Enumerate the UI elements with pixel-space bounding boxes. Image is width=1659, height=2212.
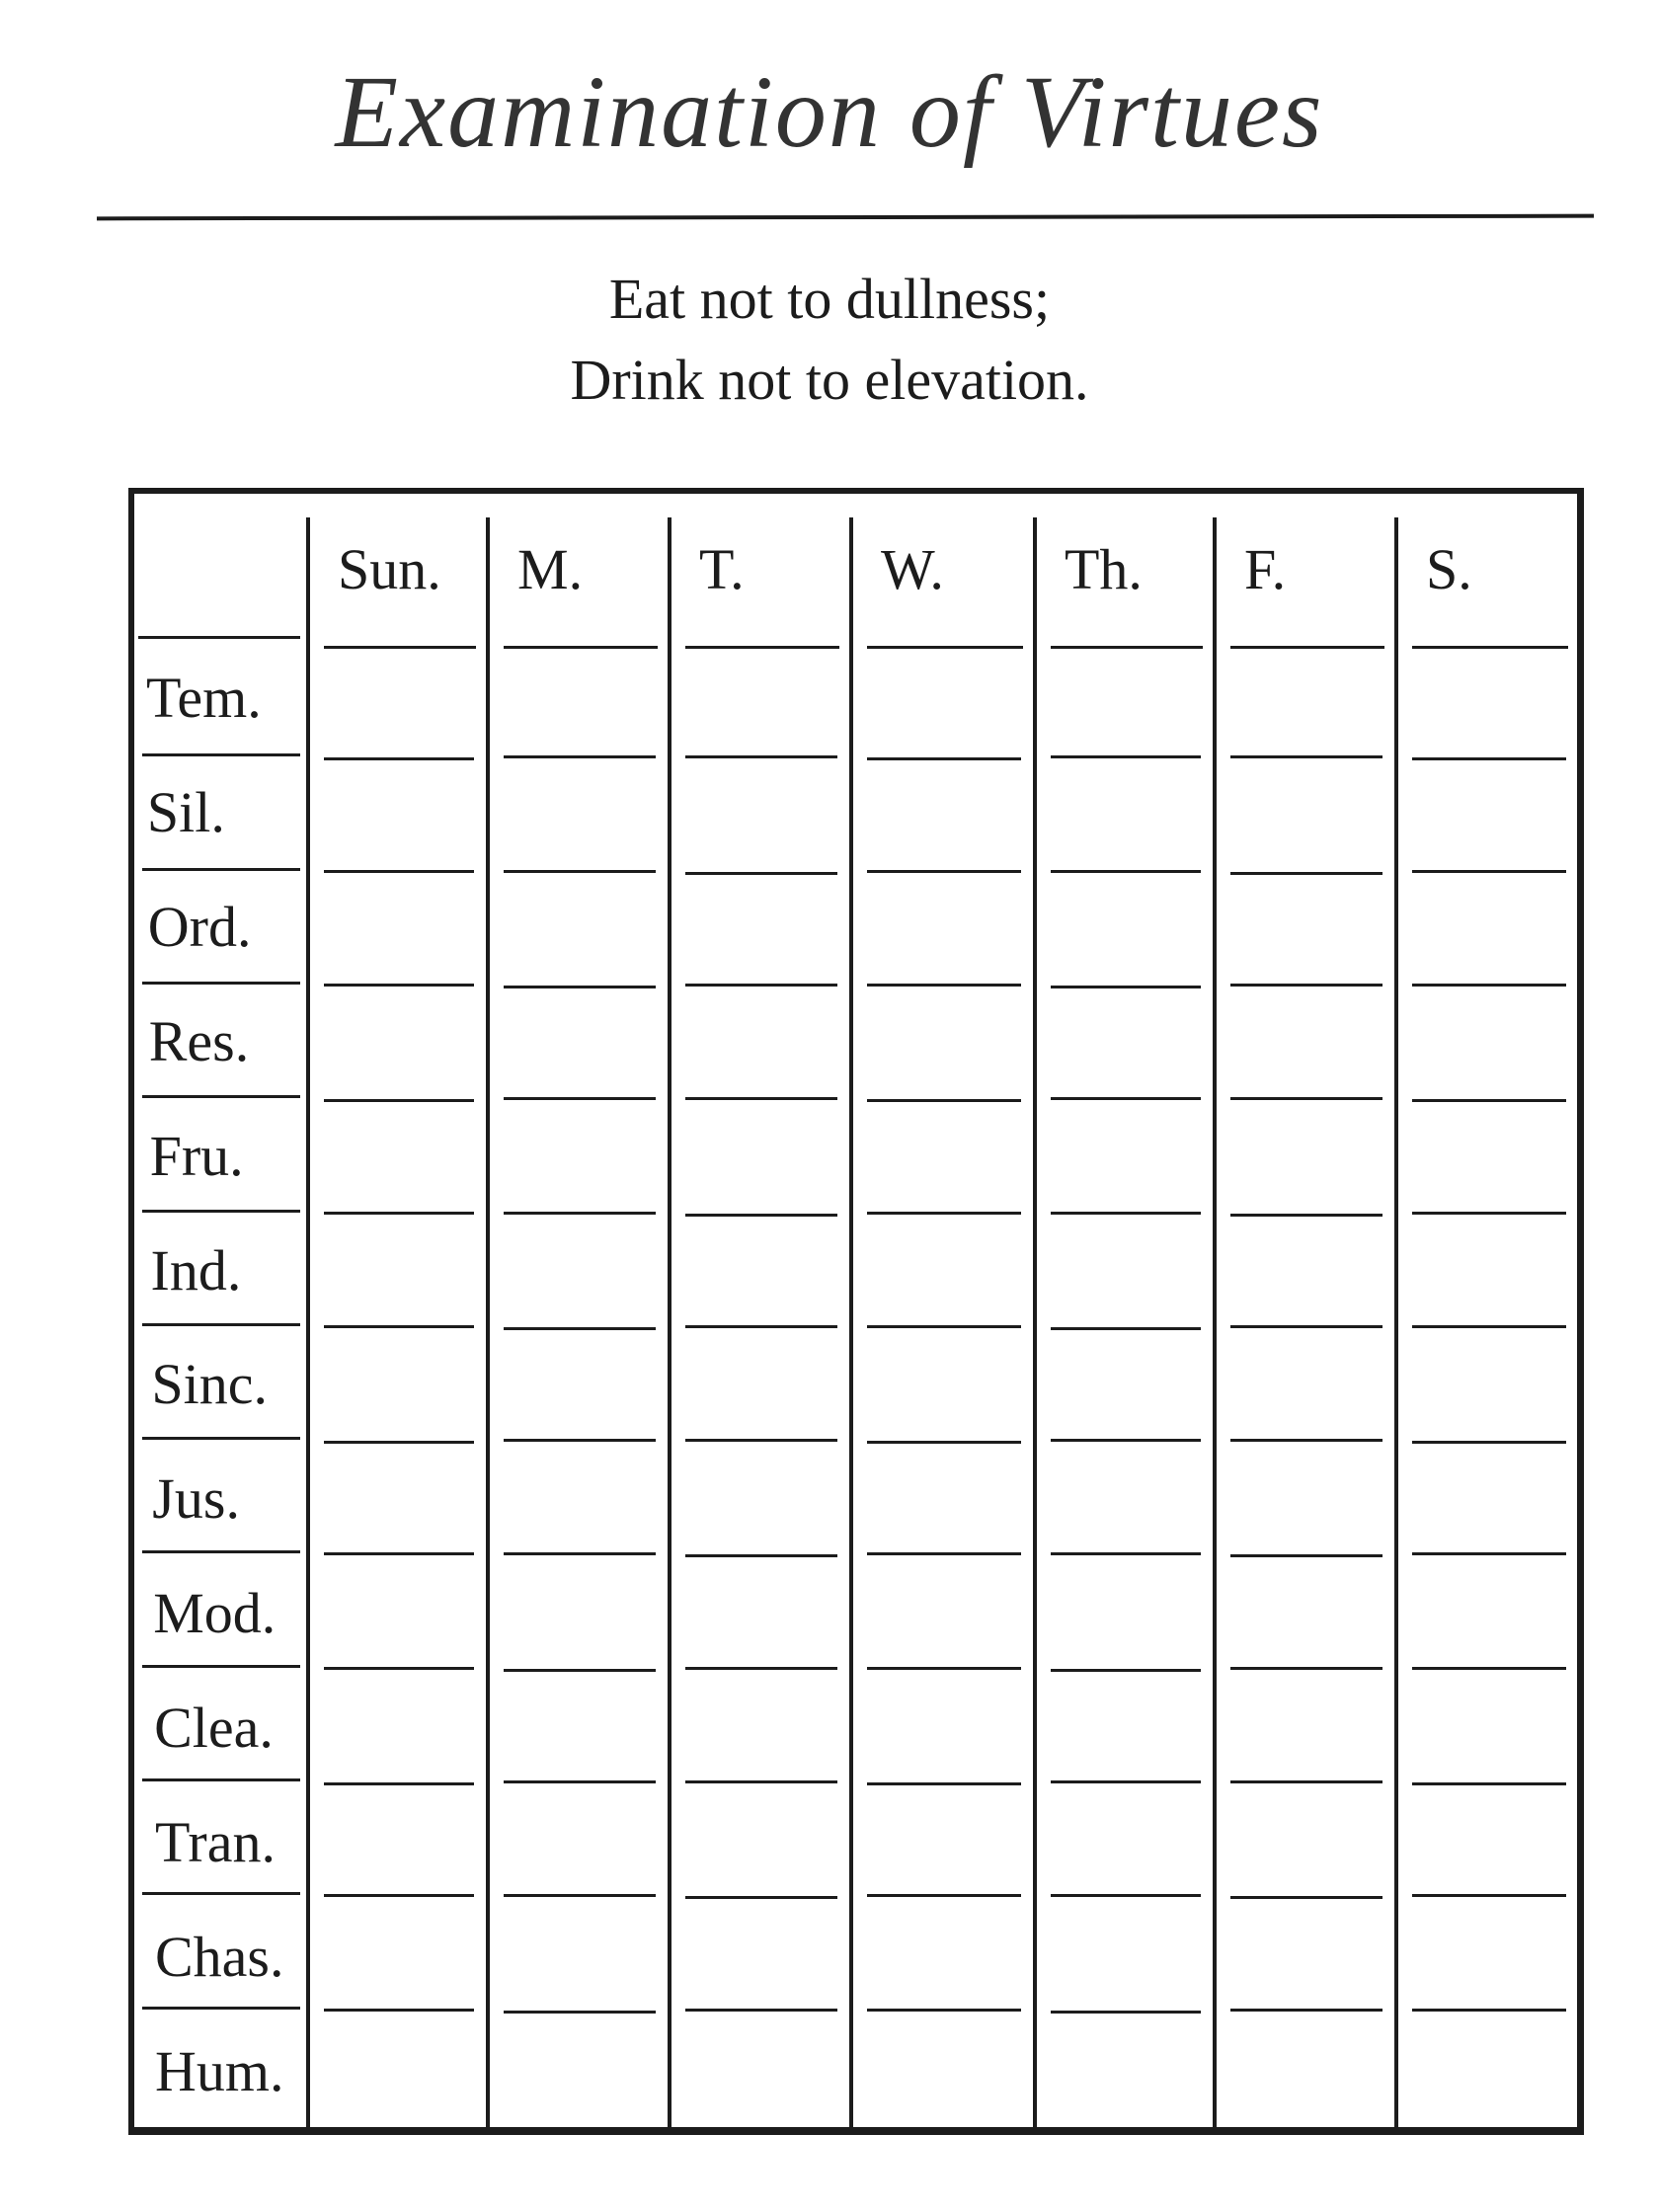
- row-rule: [324, 1212, 474, 1215]
- row-rule: [324, 2009, 474, 2012]
- mark-cell[interactable]: [1400, 1558, 1568, 1664]
- mark-cell[interactable]: [673, 1445, 839, 1550]
- day-header-7: S.: [1426, 537, 1472, 601]
- column-divider: [1213, 517, 1217, 2127]
- day-header-5: Th.: [1065, 537, 1143, 601]
- mark-cell[interactable]: [1400, 1786, 1568, 1892]
- mark-cell[interactable]: [1039, 876, 1203, 982]
- row-rule: [1051, 1669, 1201, 1672]
- virtue-label-13: Hum.: [155, 2038, 284, 2103]
- page-title: Examination of Virtues: [335, 55, 1324, 169]
- row-rule: [1230, 2009, 1382, 2012]
- mark-cell[interactable]: [1400, 1103, 1568, 1209]
- column-divider: [849, 517, 853, 2127]
- mark-cell[interactable]: [1219, 1673, 1384, 1778]
- row-rule: [1230, 1214, 1382, 1217]
- mark-cell[interactable]: [1400, 648, 1568, 753]
- row-rule: [1412, 1894, 1566, 1897]
- row-rule: [1051, 1327, 1201, 1330]
- mark-cell[interactable]: [1400, 2014, 1568, 2120]
- row-rule: [504, 1212, 656, 1215]
- row-rule: [1412, 1782, 1566, 1785]
- virtue-chart: [128, 488, 1584, 2135]
- mark-cell[interactable]: [1039, 1900, 1203, 2006]
- row-rule: [1051, 1780, 1201, 1783]
- mark-cell[interactable]: [312, 989, 476, 1095]
- mark-cell[interactable]: [312, 1558, 476, 1664]
- mark-cell[interactable]: [1039, 2014, 1203, 2120]
- mark-cell[interactable]: [492, 1900, 658, 2006]
- mark-cell[interactable]: [1039, 1786, 1203, 1892]
- virtue-label-4: Res.: [148, 1008, 250, 1073]
- row-rule: [685, 1214, 837, 1217]
- virtue-label-10: Clea.: [154, 1696, 274, 1761]
- row-rule: [685, 755, 837, 758]
- row-rule: [1412, 757, 1566, 760]
- row-rule: [324, 984, 474, 987]
- virtue-label-7: Sinc.: [151, 1352, 269, 1417]
- row-rule: [142, 1323, 300, 1326]
- mark-cell[interactable]: [1039, 1673, 1203, 1778]
- mark-cell[interactable]: [1219, 1331, 1384, 1437]
- mark-cell[interactable]: [1400, 1445, 1568, 1550]
- mark-cell[interactable]: [855, 989, 1023, 1095]
- mark-cell[interactable]: [1039, 648, 1203, 753]
- row-rule: [504, 1097, 656, 1100]
- mark-cell[interactable]: [492, 1786, 658, 1892]
- mark-cell[interactable]: [312, 2014, 476, 2120]
- mark-cell[interactable]: [673, 761, 839, 867]
- motto-line: Eat not to dullness;: [608, 267, 1051, 331]
- row-rule: [324, 1099, 474, 1102]
- mark-cell[interactable]: [673, 1673, 839, 1778]
- row-rule: [1051, 1439, 1201, 1442]
- row-rule: [142, 1095, 300, 1098]
- row-rule: [324, 1894, 474, 1897]
- row-rule: [324, 1552, 474, 1555]
- row-rule: [1412, 1212, 1566, 1215]
- mark-cell[interactable]: [492, 2014, 658, 2120]
- mark-cell[interactable]: [1039, 1103, 1203, 1209]
- row-rule: [1051, 1212, 1201, 1215]
- row-rule: [685, 1554, 837, 1557]
- row-rule: [504, 1552, 656, 1555]
- row-rule: [1051, 1552, 1201, 1555]
- row-rule: [142, 1437, 300, 1440]
- row-rule: [142, 1778, 300, 1781]
- day-header-6: F.: [1244, 537, 1287, 601]
- row-rule: [1230, 755, 1382, 758]
- mark-cell[interactable]: [673, 2014, 839, 2120]
- mark-cell[interactable]: [1400, 1673, 1568, 1778]
- row-rule: [142, 982, 300, 985]
- mark-cell[interactable]: [1219, 1445, 1384, 1550]
- mark-cell[interactable]: [312, 1103, 476, 1209]
- row-rule: [504, 1669, 656, 1672]
- row-rule: [867, 1099, 1021, 1102]
- mark-cell[interactable]: [312, 648, 476, 753]
- row-rule: [685, 1780, 837, 1783]
- mark-cell[interactable]: [312, 1786, 476, 1892]
- mark-cell[interactable]: [492, 1218, 658, 1323]
- mark-cell[interactable]: [1219, 1900, 1384, 2006]
- row-rule: [142, 1665, 300, 1668]
- row-rule: [504, 870, 656, 873]
- day-header-4: W.: [881, 537, 944, 601]
- mark-cell[interactable]: [312, 876, 476, 982]
- mark-cell[interactable]: [1219, 876, 1384, 982]
- row-rule: [1230, 1097, 1382, 1100]
- row-rule: [1051, 986, 1201, 988]
- row-rule: [324, 1782, 474, 1785]
- row-rule: [1051, 1894, 1201, 1897]
- row-rule: [867, 1212, 1021, 1215]
- row-rule: [142, 1210, 300, 1213]
- virtue-label-8: Jus.: [152, 1466, 240, 1532]
- row-rule: [504, 755, 656, 758]
- column-divider: [486, 517, 490, 2127]
- column-divider: [1033, 517, 1037, 2127]
- mark-cell[interactable]: [492, 1673, 658, 1778]
- row-rule: [1230, 1667, 1382, 1670]
- row-rule: [324, 757, 474, 760]
- row-rule: [142, 753, 300, 756]
- row-rule: [867, 984, 1021, 987]
- mark-cell[interactable]: [673, 648, 839, 753]
- row-rule: [867, 1441, 1021, 1444]
- row-rule: [142, 1550, 300, 1553]
- mark-cell[interactable]: [312, 761, 476, 867]
- mark-cell[interactable]: [1219, 761, 1384, 867]
- motto-line: Drink not to elevation.: [570, 348, 1089, 412]
- row-rule: [1230, 1554, 1382, 1557]
- row-rule: [1230, 1325, 1382, 1328]
- mark-cell[interactable]: [855, 1558, 1023, 1664]
- row-rule: [685, 1097, 837, 1100]
- virtue-label-9: Mod.: [153, 1581, 276, 1646]
- row-rule: [1412, 2009, 1566, 2012]
- row-rule: [138, 636, 300, 639]
- mark-cell[interactable]: [855, 648, 1023, 753]
- column-divider: [1394, 517, 1398, 2127]
- mark-cell[interactable]: [492, 876, 658, 982]
- row-rule: [1412, 1441, 1566, 1444]
- mark-cell[interactable]: [1219, 1558, 1384, 1664]
- day-header-3: T.: [699, 537, 745, 601]
- row-rule: [1412, 984, 1566, 987]
- day-header-2: M.: [517, 537, 584, 601]
- row-rule: [1230, 1896, 1382, 1899]
- column-divider: [306, 517, 310, 2127]
- virtue-label-5: Fru.: [149, 1123, 244, 1188]
- mark-cell[interactable]: [855, 1445, 1023, 1550]
- mark-cell[interactable]: [673, 1558, 839, 1664]
- row-rule: [867, 757, 1021, 760]
- row-rule: [324, 1667, 474, 1670]
- row-rule: [142, 2007, 300, 2010]
- mark-cell[interactable]: [492, 1331, 658, 1437]
- mark-cell[interactable]: [492, 761, 658, 867]
- row-rule: [1412, 1099, 1566, 1102]
- mark-cell[interactable]: [855, 761, 1023, 867]
- mark-cell[interactable]: [855, 1673, 1023, 1778]
- mark-cell[interactable]: [855, 1218, 1023, 1323]
- virtue-label-11: Tran.: [155, 1810, 276, 1874]
- row-rule: [867, 1552, 1021, 1555]
- row-rule: [142, 1892, 300, 1895]
- row-rule: [1230, 1439, 1382, 1442]
- row-rule: [1230, 984, 1382, 987]
- day-header-1: Sun.: [338, 537, 441, 601]
- row-rule: [1412, 870, 1566, 873]
- mark-cell[interactable]: [492, 648, 658, 753]
- row-rule: [867, 2009, 1021, 2012]
- mark-cell[interactable]: [673, 989, 839, 1095]
- mark-cell[interactable]: [1039, 1445, 1203, 1550]
- mark-cell[interactable]: [673, 1786, 839, 1892]
- mark-cell[interactable]: [855, 1786, 1023, 1892]
- mark-cell[interactable]: [1039, 761, 1203, 867]
- row-rule: [1051, 2011, 1201, 2014]
- row-rule: [504, 986, 656, 988]
- mark-cell[interactable]: [673, 1103, 839, 1209]
- mark-cell[interactable]: [1219, 1103, 1384, 1209]
- virtue-label-3: Ord.: [147, 894, 252, 959]
- row-rule: [1412, 1667, 1566, 1670]
- row-rule: [685, 984, 837, 987]
- mark-cell[interactable]: [855, 1900, 1023, 2006]
- row-rule: [1412, 1552, 1566, 1555]
- row-rule: [685, 872, 837, 875]
- mark-cell[interactable]: [312, 1218, 476, 1323]
- mark-cell[interactable]: [1400, 761, 1568, 867]
- mark-cell[interactable]: [1219, 1218, 1384, 1323]
- virtue-label-12: Chas.: [155, 1924, 284, 1989]
- mark-cell[interactable]: [673, 1218, 839, 1323]
- mark-cell[interactable]: [1400, 989, 1568, 1095]
- mark-cell[interactable]: [492, 1445, 658, 1550]
- row-rule: [867, 1894, 1021, 1897]
- virtue-label-1: Tem.: [146, 666, 262, 730]
- row-rule: [867, 1782, 1021, 1785]
- virtue-label-6: Ind.: [150, 1237, 242, 1303]
- row-rule: [685, 1325, 837, 1328]
- mark-cell[interactable]: [1219, 1786, 1384, 1892]
- row-rule: [1051, 870, 1201, 873]
- mark-cell[interactable]: [1219, 989, 1384, 1095]
- mark-cell[interactable]: [1400, 876, 1568, 982]
- row-rule: [867, 870, 1021, 873]
- mark-cell[interactable]: [312, 1900, 476, 2006]
- row-rule: [685, 1896, 837, 1899]
- mark-cell[interactable]: [1219, 648, 1384, 753]
- column-divider: [668, 517, 672, 2127]
- row-rule: [1230, 872, 1382, 875]
- mark-cell[interactable]: [1400, 1900, 1568, 2006]
- row-rule: [504, 1894, 656, 1897]
- row-rule: [1230, 1780, 1382, 1783]
- title-rule: [97, 214, 1594, 221]
- row-rule: [1412, 1325, 1566, 1328]
- mark-cell[interactable]: [673, 1331, 839, 1437]
- row-rule: [867, 1667, 1021, 1670]
- mark-cell[interactable]: [855, 1103, 1023, 1209]
- row-rule: [324, 1441, 474, 1444]
- mark-cell[interactable]: [1400, 1331, 1568, 1437]
- mark-cell[interactable]: [1039, 1218, 1203, 1323]
- row-rule: [504, 1780, 656, 1783]
- virtue-label-2: Sil.: [146, 779, 225, 844]
- mark-cell[interactable]: [492, 989, 658, 1095]
- mark-cell[interactable]: [312, 1445, 476, 1550]
- row-rule: [324, 1325, 474, 1328]
- row-rule: [504, 2011, 656, 2014]
- row-rule: [142, 868, 300, 871]
- row-rule: [685, 1667, 837, 1670]
- mark-cell[interactable]: [1219, 2014, 1384, 2120]
- row-rule: [685, 2009, 837, 2012]
- mark-cell[interactable]: [1400, 1218, 1568, 1323]
- mark-cell[interactable]: [492, 1558, 658, 1664]
- mark-cell[interactable]: [312, 1331, 476, 1437]
- row-rule: [685, 1439, 837, 1442]
- mark-cell[interactable]: [1039, 989, 1203, 1095]
- row-rule: [1051, 755, 1201, 758]
- row-rule: [1051, 1097, 1201, 1100]
- mark-cell[interactable]: [855, 2014, 1023, 2120]
- mark-cell[interactable]: [1039, 1558, 1203, 1664]
- mark-cell[interactable]: [492, 1103, 658, 1209]
- row-rule: [867, 1325, 1021, 1328]
- row-rule: [324, 870, 474, 873]
- mark-cell[interactable]: [673, 876, 839, 982]
- row-rule: [504, 1439, 656, 1442]
- mark-cell[interactable]: [855, 1331, 1023, 1437]
- mark-cell[interactable]: [855, 876, 1023, 982]
- mark-cell[interactable]: [673, 1900, 839, 2006]
- mark-cell[interactable]: [1039, 1331, 1203, 1437]
- mark-cell[interactable]: [312, 1673, 476, 1778]
- row-rule: [504, 1327, 656, 1330]
